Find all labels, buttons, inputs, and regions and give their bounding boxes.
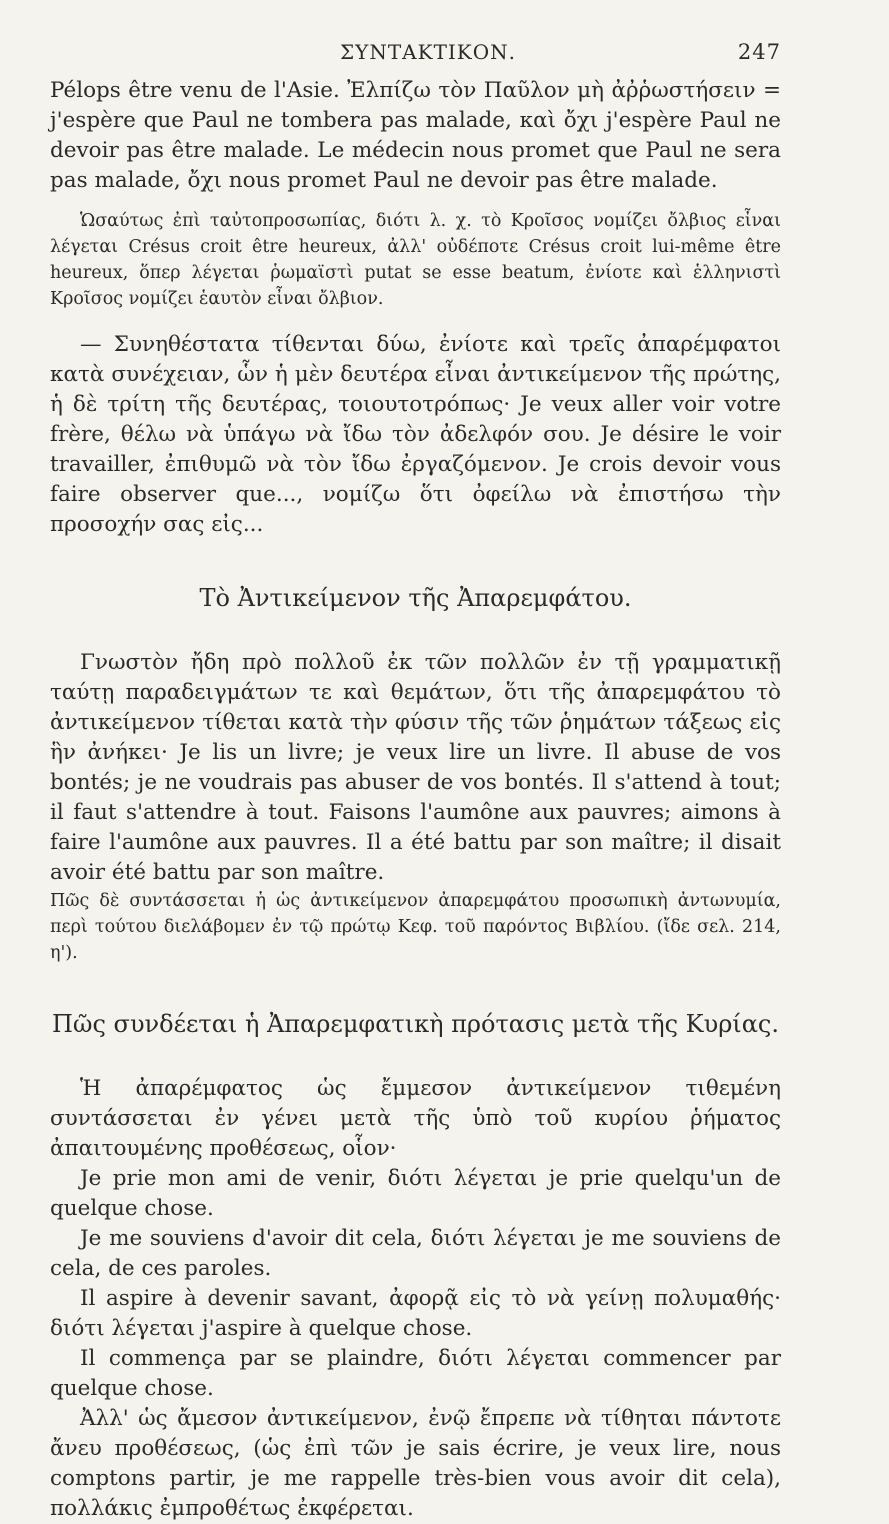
example-commencer-par: Il commença par se plaindre, διότι λέγεται commencer par quelque chose.	[50, 1346, 781, 1401]
section-heading-infinitive-clause: Πῶς συνδέεται ἡ Ἀπαρεμφατικὴ πρότασις μετὰ τῆς Κυρίας.	[51, 1010, 779, 1038]
paragraph-direct-object: Ἀλλ' ὡς ἄμεσον ἀντικείμενον, ἐνῷ ἔπρεπε νὰ τίθηται πάντοτε ἄνευ προθέσεως, (ὡς ἐπὶ τῶν je sais écrire, je veux lire, nous comptons partir, je me rappelle très-bien vous avoir dit cela), πολλάκις ἐμπροθέτως ἐκφέρεται.	[50, 1406, 781, 1521]
example-se-souvenir-de: Je me souviens d'avoir dit cela, διότι λέγεται je me souviens de cela, de ces paroles.	[50, 1226, 781, 1281]
example-prier-de: Je prie mon ami de venir, διότι λέγεται je prie quelqu'un de quelque chose.	[50, 1166, 781, 1221]
section-heading-object-of-infinitive: Τὸ Ἀντικείμενον τῆς Ἀπαρεμφάτου.	[199, 584, 632, 612]
page-number: 247	[737, 40, 781, 64]
running-title: ΣΥΝΤΑΚΤΙΚΟΝ.	[340, 40, 517, 64]
example-aspirer-a: Il aspire à devenir savant, ἀφορᾷ εἰς τὸ νὰ γείνῃ πολυμαθής· διότι λέγεται j'aspire à quelque chose.	[50, 1286, 781, 1341]
paragraph-object-of-infinitive: Γνωστὸν ἤδη πρὸ πολλοῦ ἐκ τῶν πολλῶν ἐν τῇ γραμματικῇ ταύτῃ παραδειγμάτων τε καὶ θεμάτων, ὅτι τῆς ἀπαρεμφάτου τὸ ἀντικείμενον τίθεται κατὰ τὴν φύσιν τῆς τῶν ῥημάτων τάξεως εἰς ἣν ἀνήκει· Je lis un livre; je veux lire un livre. Il abuse de vos bontés; je ne voudrais pas abuser de vos bontés. Il s'attend à tout; il faut s'attendre à tout. Faisons l'aumône aux pauvres; aimons à faire l'aumône aux pauvres. Il a été battu par son maître; il disait avoir été battu par son maître.	[50, 650, 781, 885]
running-head	[50, 40, 781, 76]
paragraph-tautoprosopia: Ὡσαύτως ἐπὶ ταὐτοπροσωπίας, διότι λ. χ. τὸ Κροῖσος νομίζει ὄλβιος εἶναι λέγεται Crésus croit être heureux, ἀλλ' οὐδέποτε Crésus croit lui-même être heureux, ὅπερ λέγεται ῥωμαϊστὶ putat se esse beatum, ἐνίοτε καὶ ἑλληνιστὶ Κροῖσος νομίζει ἑαυτὸν εἶναι ὄλβιον.	[50, 211, 781, 309]
paragraph-personal-pronoun-note: Πῶς δὲ συντάσσεται ἡ ὡς ἀντικείμενον ἀπαρεμφάτου προσωπικὴ ἀντωνυμία, περὶ τούτου διελάβομεν ἐν τῷ πρώτῳ Κεφ. τοῦ παρόντος Βιβλίου. (ἴδε σελ. 214, η').	[50, 891, 781, 963]
paragraph-pelops: Pélops être venu de l'Asie. Ἐλπίζω τὸν Παῦλον μὴ ἀῤῥωστήσειν = j'espère que Paul ne tombera pas malade, καὶ ὄχι j'espère Paul ne devoir pas être malade. Le médecin nous promet que Paul ne sera pas malade, ὄχι nous promet Paul ne devoir pas être malade.	[50, 78, 781, 193]
paragraph-consecutive-infinitives: — Συνηθέστατα τίθενται δύω, ἐνίοτε καὶ τρεῖς ἀπαρέμφατοι κατὰ συνέχειαν, ὧν ἡ μὲν δευτέρα εἶναι ἀντικείμενον τῆς πρώτης, ἡ δὲ τρίτη τῆς δευτέρας, τοιουτοτρόπως· Je veux aller voir votre frère, θέλω νὰ ὑπάγω νὰ ἴδω τὸν ἀδελφόν σου. Je désire le voir travailler, ἐπιθυμῶ νὰ τὸν ἴδω ἐργαζόμενον. Je crois devoir vous faire observer que..., νομίζω ὅτι ὀφείλω νὰ ἐπιστήσω τὴν προσοχήν σας εἰς...	[50, 332, 781, 537]
paragraph-indirect-object: Ἡ ἀπαρέμφατος ὡς ἔμμεσον ἀντικείμενον τιθεμένη συντάσσεται ἐν γένει μετὰ τῆς ὑπὸ τοῦ κυρίου ῥήματος ἀπαιτουμένης προθέσεως, οἷον·	[50, 1076, 781, 1161]
